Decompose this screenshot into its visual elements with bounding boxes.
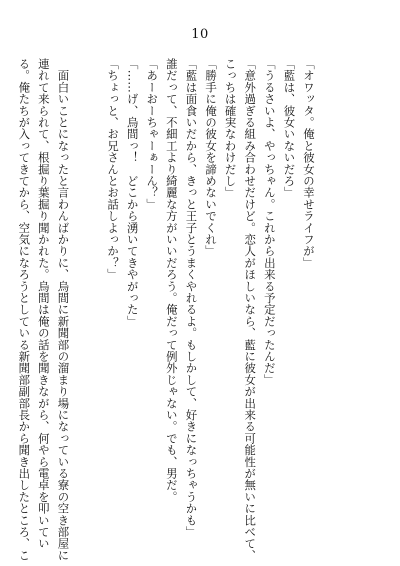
paragraph-line: 面白いことになったと言わんばかりに、烏間に新聞部の溜まり場になっている寮の空き部屋に: [56, 58, 71, 562]
text-line: 「……げ、烏間っ！ どこから湧いてきやがった」: [125, 58, 140, 328]
text-line: 「うるさいよ、やっちゃん。これから出来る予定だったんだ」: [262, 58, 277, 386]
section-gap: [72, 58, 102, 518]
text-line: 「意外過ぎる組み合わせだけど。恋人がほしいなら、藍に彼女が出来る可能性が無いに比べて、: [243, 58, 258, 562]
text-line: こっちは確実なわけだし」: [223, 58, 238, 199]
body-text: [14, 58, 318, 562]
text-line: 「ちょっと、お兄さんとお話しよっか？」: [106, 58, 121, 281]
paragraph-line: る。俺たちが入ってきてから、空気になろうとしている新聞部副部長から聞き出したところ、こ: [17, 58, 32, 562]
text-line: 「藍は面食いだから、きっと王子とうまくやれるよ。もしかして、好きになっちゃうかも」: [184, 58, 199, 538]
text-line: 「藍は、彼女いないだろ」: [282, 58, 297, 199]
text-line: 「オワッタ。俺と彼女の幸せライフが」: [302, 58, 316, 269]
page-number: 10: [191, 27, 209, 42]
text-line: 「勝手に俺の彼女を諦めないでくれ」: [204, 58, 219, 257]
text-line: 誰だって、不細工より綺麗な方がいいだろう。俺だって例外じゃない。でも、男だ。: [164, 58, 179, 503]
paragraph-line: 連れて来られて、根掘り葉掘り聞かれた。烏間は俺の話を聞きながら、何やら電卓を叩いてい: [36, 58, 51, 550]
text-line: 「あーおーちゃーぁーん？」: [145, 58, 160, 211]
